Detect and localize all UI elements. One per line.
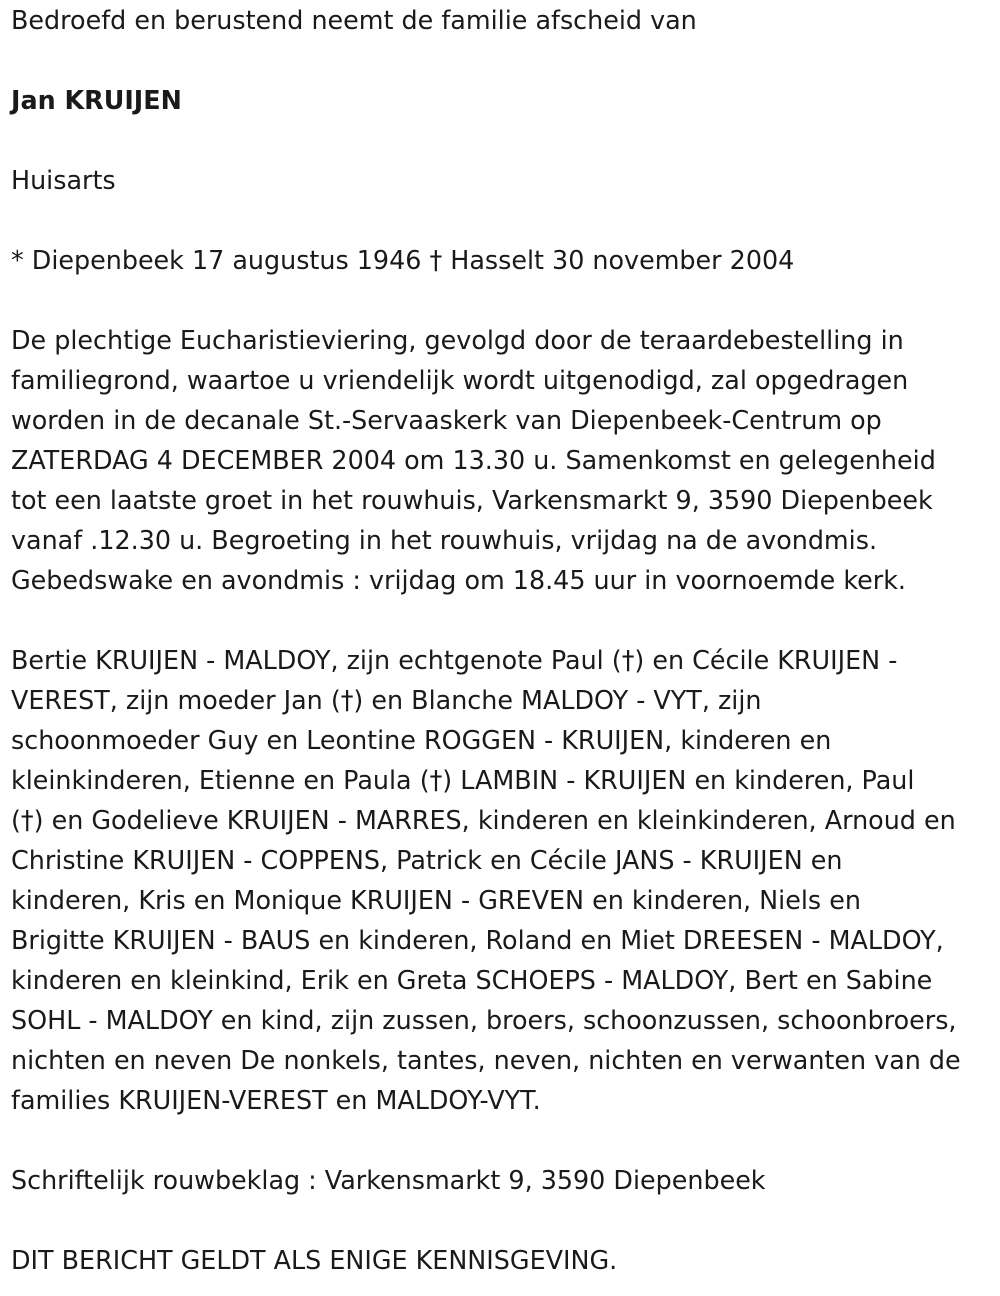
spacer <box>11 1200 996 1240</box>
spacer <box>11 40 996 80</box>
family-line: kinderen, Kris en Monique KRUIJEN - GREVEN en kinderen, Niels en <box>11 885 861 915</box>
intro-text: Bedroefd en berustend neemt de familie afscheid van <box>11 5 697 35</box>
ceremony-paragraph <box>11 320 996 600</box>
family-line: Brigitte KRUIJEN - BAUS en kinderen, Roland en Miet DREESEN - MALDOY, <box>11 925 944 955</box>
spacer <box>11 600 996 640</box>
ceremony-line: Gebedswake en avondmis : vrijdag om 18.45 uur in voornoemde kerk. <box>11 565 906 595</box>
family-line: VEREST, zijn moeder Jan (†) en Blanche MALDOY - VYT, zijn <box>11 685 762 715</box>
family-line: SOHL - MALDOY en kind, zijn zussen, broers, schoonzussen, schoonbroers, <box>11 1005 957 1035</box>
family-line: schoonmoeder Guy en Leontine ROGGEN - KRUIJEN, kinderen en <box>11 725 832 755</box>
ceremony-line: De plechtige Eucharistieviering, gevolgd door de teraardebestelling in <box>11 325 904 355</box>
deceased-name: Jan KRUIJEN <box>11 85 182 115</box>
condolence-address: Schriftelijk rouwbeklag : Varkensmarkt 9, 3590 Diepenbeek <box>11 1165 766 1195</box>
ceremony-line: familiegrond, waartoe u vriendelijk wordt uitgenodigd, zal opgedragen <box>11 365 909 395</box>
family-paragraph <box>11 640 996 1120</box>
spacer <box>11 1120 996 1160</box>
ceremony-line: tot een laatste groet in het rouwhuis, Varkensmarkt 9, 3590 Diepenbeek <box>11 485 933 515</box>
family-line: Christine KRUIJEN - COPPENS, Patrick en Cécile JANS - KRUIJEN en <box>11 845 843 875</box>
family-line: nichten en neven De nonkels, tantes, neven, nichten en verwanten van de <box>11 1045 961 1075</box>
spacer <box>11 200 996 240</box>
family-line: kleinkinderen, Etienne en Paula (†) LAMBIN - KRUIJEN en kinderen, Paul <box>11 765 915 795</box>
spacer <box>11 120 996 160</box>
family-line: families KRUIJEN-VEREST en MALDOY-VYT. <box>11 1085 541 1115</box>
birth-death-dates: * Diepenbeek 17 augustus 1946 † Hasselt 30 november 2004 <box>11 245 795 275</box>
notice-statement: DIT BERICHT GELDT ALS ENIGE KENNISGEVING. <box>11 1245 618 1275</box>
profession: Huisarts <box>11 165 116 195</box>
family-line: kinderen en kleinkind, Erik en Greta SCHOEPS - MALDOY, Bert en Sabine <box>11 965 933 995</box>
ceremony-line: ZATERDAG 4 DECEMBER 2004 om 13.30 u. Samenkomst en gelegenheid <box>11 445 936 475</box>
ceremony-line: worden in de decanale St.-Servaaskerk van Diepenbeek-Centrum op <box>11 405 882 435</box>
obituary-notice <box>11 0 996 1280</box>
family-line: (†) en Godelieve KRUIJEN - MARRES, kinderen en kleinkinderen, Arnoud en <box>11 805 956 835</box>
spacer <box>11 280 996 320</box>
family-line: Bertie KRUIJEN - MALDOY, zijn echtgenote Paul (†) en Cécile KRUIJEN - <box>11 645 898 675</box>
ceremony-line: vanaf .12.30 u. Begroeting in het rouwhuis, vrijdag na de avondmis. <box>11 525 878 555</box>
